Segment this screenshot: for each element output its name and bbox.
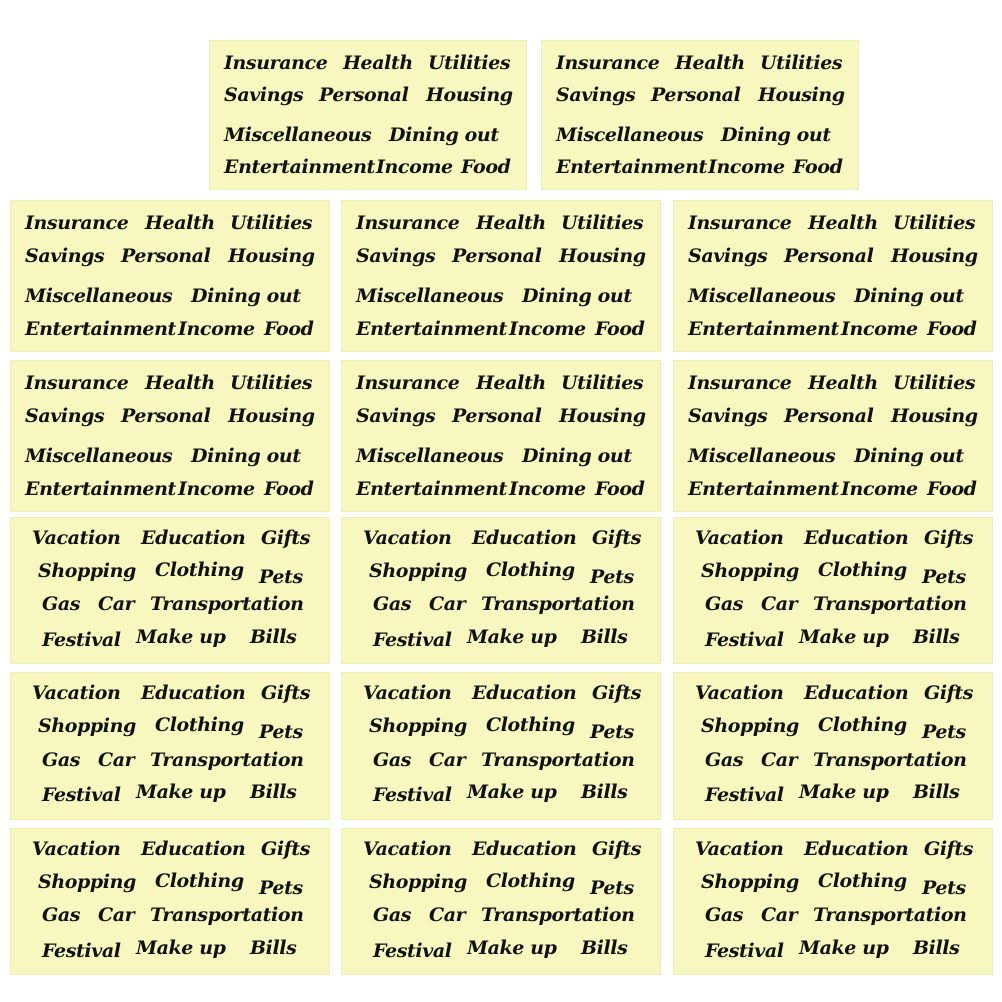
sticker-word: Car [761, 749, 798, 771]
sticker-word: Education [472, 527, 577, 549]
sticker-sheet-lifestyle [673, 517, 993, 664]
sticker-word: Miscellaneous [688, 285, 836, 307]
sticker-word: Gas [42, 593, 81, 615]
sticker-sheet-budget [10, 360, 330, 512]
sticker-word: Shopping [369, 715, 467, 737]
sticker-word: Health [808, 372, 878, 394]
sticker-sheet-lifestyle [673, 672, 993, 820]
sticker-word: Entertainment [356, 478, 507, 500]
sticker-word: Make up [799, 626, 889, 648]
sticker-word: Festival [42, 629, 121, 651]
sticker-word: Income [178, 318, 255, 340]
sticker-word: Entertainment [356, 318, 507, 340]
sticker-word: Personal [784, 405, 874, 427]
sticker-word: Bills [913, 626, 960, 648]
sticker-word: Bills [581, 626, 628, 648]
sticker-sheet-lifestyle [10, 672, 330, 820]
sticker-sheet-lifestyle [10, 517, 330, 664]
sticker-word: Health [145, 372, 215, 394]
sticker-word: Gas [373, 749, 412, 771]
sticker-word: Insurance [688, 212, 792, 234]
sticker-word: Make up [136, 626, 226, 648]
sticker-word: Pets [259, 721, 303, 743]
sticker-word: Transportation [481, 749, 635, 771]
sticker-word: Personal [452, 245, 542, 267]
sticker-word: Shopping [701, 560, 799, 582]
sticker-word: Dining out [721, 124, 831, 146]
sticker-word: Miscellaneous [25, 445, 173, 467]
sticker-word: Miscellaneous [688, 445, 836, 467]
sticker-word: Festival [42, 940, 121, 962]
sticker-word: Make up [467, 626, 557, 648]
sticker-word: Miscellaneous [224, 124, 372, 146]
sticker-word: Utilities [230, 372, 313, 394]
sticker-word: Health [476, 372, 546, 394]
sticker-word: Bills [581, 781, 628, 803]
sticker-word: Make up [136, 937, 226, 959]
sticker-word: Clothing [486, 714, 575, 736]
sticker-word: Food [927, 318, 977, 340]
sticker-word: Make up [467, 937, 557, 959]
sticker-word: Gas [705, 593, 744, 615]
sticker-word: Housing [891, 405, 978, 427]
sticker-word: Shopping [701, 871, 799, 893]
sticker-word: Gifts [592, 838, 642, 860]
sticker-word: Clothing [486, 870, 575, 892]
sticker-word: Housing [891, 245, 978, 267]
sticker-word: Clothing [155, 714, 244, 736]
sticker-word: Insurance [224, 52, 328, 74]
sticker-word: Personal [452, 405, 542, 427]
sticker-word: Shopping [701, 715, 799, 737]
sticker-word: Vacation [363, 527, 452, 549]
sticker-word: Shopping [38, 871, 136, 893]
sticker-word: Entertainment [25, 318, 176, 340]
sticker-word: Savings [688, 245, 768, 267]
sticker-word: Gas [705, 904, 744, 926]
sticker-word: Transportation [813, 593, 967, 615]
sticker-sheet-budget [341, 200, 661, 352]
sticker-word: Entertainment [688, 478, 839, 500]
sticker-word: Housing [228, 405, 315, 427]
sticker-word: Transportation [150, 749, 304, 771]
sticker-word: Pets [259, 566, 303, 588]
sticker-word: Housing [758, 84, 845, 106]
sticker-sheet-lifestyle [341, 828, 661, 975]
sticker-word: Insurance [25, 212, 129, 234]
sticker-word: Vacation [32, 838, 121, 860]
sticker-word: Gas [373, 904, 412, 926]
sticker-word: Miscellaneous [356, 285, 504, 307]
sticker-word: Gifts [924, 527, 974, 549]
sticker-sheet-lifestyle [673, 828, 993, 975]
sticker-word: Gifts [261, 682, 311, 704]
sticker-word: Income [841, 318, 918, 340]
sticker-word: Pets [590, 877, 634, 899]
sticker-word: Savings [25, 405, 105, 427]
sticker-word: Savings [556, 84, 636, 106]
sticker-word: Education [472, 682, 577, 704]
sticker-word: Miscellaneous [556, 124, 704, 146]
sticker-word: Festival [373, 784, 452, 806]
sticker-word: Utilities [893, 372, 976, 394]
sticker-word: Dining out [191, 285, 301, 307]
sticker-word: Education [472, 838, 577, 860]
sticker-word: Gifts [261, 838, 311, 860]
sticker-word: Savings [25, 245, 105, 267]
sticker-word: Entertainment [688, 318, 839, 340]
sticker-sheet-lifestyle [341, 672, 661, 820]
sticker-word: Clothing [155, 559, 244, 581]
sticker-word: Utilities [561, 212, 644, 234]
sticker-word: Education [141, 838, 246, 860]
sticker-word: Clothing [818, 714, 907, 736]
sticker-word: Car [98, 749, 135, 771]
sticker-word: Personal [319, 84, 409, 106]
sticker-word: Food [461, 156, 511, 178]
sticker-word: Pets [922, 721, 966, 743]
sticker-word: Dining out [522, 285, 632, 307]
sticker-word: Miscellaneous [356, 445, 504, 467]
sticker-word: Pets [590, 566, 634, 588]
sticker-word: Personal [784, 245, 874, 267]
sticker-word: Pets [922, 566, 966, 588]
sticker-word: Car [429, 904, 466, 926]
sticker-word: Gifts [924, 682, 974, 704]
sticker-word: Food [264, 318, 314, 340]
sticker-word: Clothing [818, 559, 907, 581]
sticker-word: Housing [426, 84, 513, 106]
sticker-word: Education [804, 527, 909, 549]
sticker-word: Shopping [38, 560, 136, 582]
sticker-word: Savings [356, 405, 436, 427]
sticker-word: Education [141, 682, 246, 704]
sticker-word: Dining out [854, 285, 964, 307]
sticker-word: Housing [559, 245, 646, 267]
sticker-word: Make up [799, 937, 889, 959]
sticker-word: Insurance [356, 372, 460, 394]
sticker-word: Health [343, 52, 413, 74]
sticker-word: Bills [913, 781, 960, 803]
sticker-word: Festival [705, 940, 784, 962]
sticker-word: Income [509, 478, 586, 500]
sticker-word: Education [804, 838, 909, 860]
sticker-word: Utilities [428, 52, 511, 74]
sticker-word: Miscellaneous [25, 285, 173, 307]
sticker-word: Insurance [556, 52, 660, 74]
sticker-word: Dining out [522, 445, 632, 467]
sticker-word: Transportation [481, 904, 635, 926]
sticker-word: Vacation [32, 527, 121, 549]
sticker-word: Education [804, 682, 909, 704]
sticker-word: Vacation [695, 682, 784, 704]
sticker-word: Gas [705, 749, 744, 771]
sticker-word: Make up [799, 781, 889, 803]
sticker-word: Housing [228, 245, 315, 267]
sticker-word: Gifts [592, 682, 642, 704]
sticker-word: Savings [224, 84, 304, 106]
sticker-word: Income [376, 156, 453, 178]
sticker-word: Utilities [230, 212, 313, 234]
sticker-word: Savings [356, 245, 436, 267]
sticker-word: Vacation [363, 838, 452, 860]
sticker-word: Clothing [818, 870, 907, 892]
sticker-sheet-lifestyle [10, 828, 330, 975]
sticker-word: Festival [705, 784, 784, 806]
sticker-word: Festival [373, 940, 452, 962]
sticker-word: Entertainment [556, 156, 707, 178]
sticker-sheet-budget [541, 40, 859, 190]
sticker-word: Income [509, 318, 586, 340]
sticker-word: Utilities [760, 52, 843, 74]
sticker-word: Car [98, 904, 135, 926]
sticker-word: Gas [373, 593, 412, 615]
sticker-word: Health [145, 212, 215, 234]
sticker-word: Dining out [191, 445, 301, 467]
sticker-word: Pets [922, 877, 966, 899]
sticker-word: Income [841, 478, 918, 500]
sticker-word: Personal [121, 245, 211, 267]
sticker-word: Entertainment [25, 478, 176, 500]
sticker-word: Vacation [695, 838, 784, 860]
sticker-word: Health [675, 52, 745, 74]
sticker-word: Gifts [592, 527, 642, 549]
sticker-word: Transportation [481, 593, 635, 615]
sticker-word: Vacation [363, 682, 452, 704]
sticker-word: Festival [42, 784, 121, 806]
sticker-word: Car [761, 593, 798, 615]
sticker-word: Transportation [150, 593, 304, 615]
sticker-word: Food [595, 318, 645, 340]
sticker-word: Vacation [32, 682, 121, 704]
sticker-word: Dining out [854, 445, 964, 467]
sticker-sheet-budget [10, 200, 330, 352]
sticker-word: Income [708, 156, 785, 178]
sticker-word: Transportation [813, 904, 967, 926]
sticker-word: Gas [42, 904, 81, 926]
sticker-word: Food [793, 156, 843, 178]
sticker-word: Savings [688, 405, 768, 427]
sticker-sheet-budget [673, 360, 993, 512]
sticker-word: Bills [913, 937, 960, 959]
sticker-word: Vacation [695, 527, 784, 549]
sticker-word: Health [808, 212, 878, 234]
sticker-word: Car [429, 749, 466, 771]
sticker-word: Clothing [486, 559, 575, 581]
sticker-sheet-budget [673, 200, 993, 352]
sticker-word: Car [98, 593, 135, 615]
sticker-word: Gifts [261, 527, 311, 549]
sticker-word: Festival [705, 629, 784, 651]
sticker-word: Bills [250, 781, 297, 803]
sticker-word: Make up [136, 781, 226, 803]
sticker-word: Food [595, 478, 645, 500]
sticker-word: Bills [250, 937, 297, 959]
sticker-word: Personal [121, 405, 211, 427]
sticker-sheet-budget [341, 360, 661, 512]
sticker-word: Housing [559, 405, 646, 427]
sticker-word: Utilities [893, 212, 976, 234]
sticker-sheet-budget [209, 40, 527, 190]
sticker-word: Personal [651, 84, 741, 106]
sticker-word: Utilities [561, 372, 644, 394]
sticker-word: Shopping [369, 560, 467, 582]
sticker-word: Bills [250, 626, 297, 648]
sticker-word: Bills [581, 937, 628, 959]
sticker-word: Shopping [38, 715, 136, 737]
sticker-word: Transportation [813, 749, 967, 771]
sticker-word: Education [141, 527, 246, 549]
sticker-word: Insurance [356, 212, 460, 234]
sticker-word: Transportation [150, 904, 304, 926]
sticker-word: Gas [42, 749, 81, 771]
sticker-word: Gifts [924, 838, 974, 860]
sticker-word: Car [429, 593, 466, 615]
sticker-sheet-lifestyle [341, 517, 661, 664]
sticker-word: Insurance [25, 372, 129, 394]
sticker-word: Health [476, 212, 546, 234]
sticker-word: Festival [373, 629, 452, 651]
sticker-word: Pets [259, 877, 303, 899]
sticker-word: Income [178, 478, 255, 500]
sticker-word: Make up [467, 781, 557, 803]
sticker-word: Clothing [155, 870, 244, 892]
sticker-word: Dining out [389, 124, 499, 146]
sticker-word: Insurance [688, 372, 792, 394]
sticker-word: Food [264, 478, 314, 500]
sticker-word: Entertainment [224, 156, 375, 178]
sticker-word: Car [761, 904, 798, 926]
sticker-word: Shopping [369, 871, 467, 893]
sticker-word: Food [927, 478, 977, 500]
sticker-word: Pets [590, 721, 634, 743]
